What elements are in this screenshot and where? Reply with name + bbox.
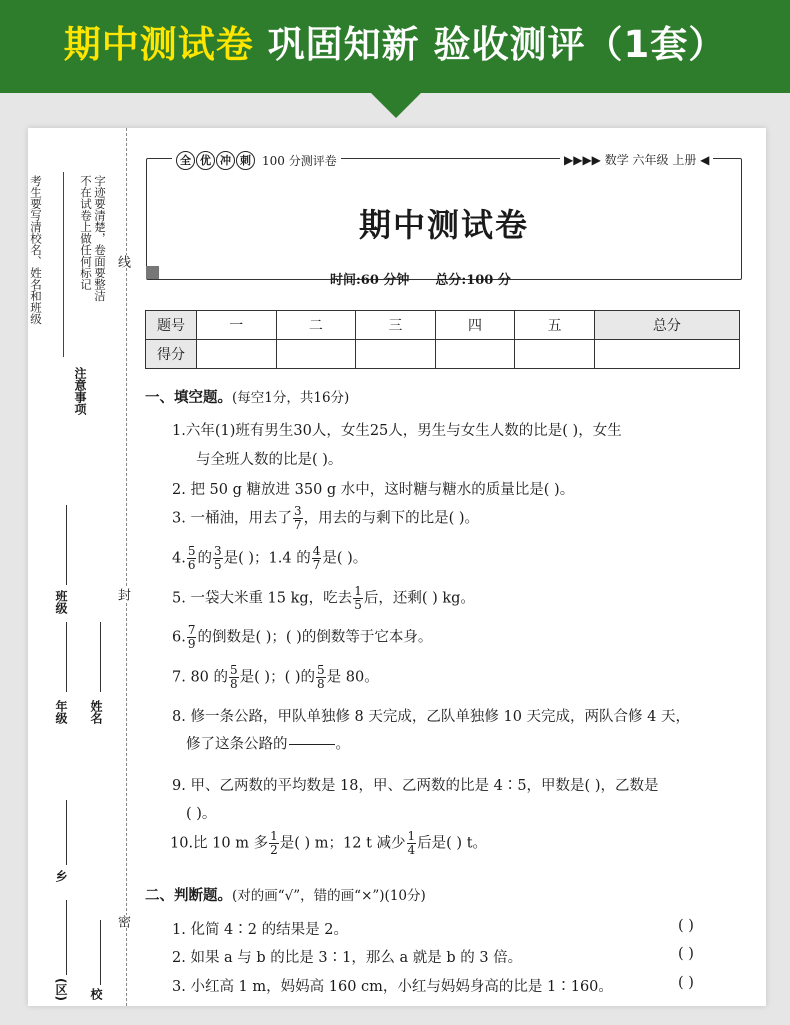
denominator: 4 [407,843,416,857]
judge-question-1: 1. 化简 4∶2 的结果是 2。 [172,922,348,938]
answer-paren[interactable]: ( ) [678,918,694,934]
banner-pointer [370,92,422,118]
question-3 [172,505,479,532]
q7-text-b: 是( )；( )的 [239,669,316,686]
exam-info [330,269,537,288]
name-field-line [100,622,101,692]
fraction-five-eighths [229,664,239,691]
brand-char: 优 [196,151,215,170]
numerator: 5 [187,544,196,558]
numerator: 3 [293,504,302,518]
q4-text-b: 的 [197,550,212,567]
brand-char: 全 [176,151,195,170]
total-score: 总分:100 分 [435,273,511,288]
question-1-line-1: 1.六年(1)班有男生30人，女生25人，男生与女生人数的比是( )，女生 [172,423,622,439]
column-4: 四 [435,311,515,340]
exam-title: 期中测试卷 [358,206,529,244]
school-label: 校 [89,988,103,1000]
numerator: 1 [270,829,278,843]
corner-square [146,266,159,279]
fraction-three-fifths [213,545,223,572]
denominator: 8 [230,677,238,691]
q10-text-c: 后是( ) t。 [417,835,488,852]
score-cell[interactable] [276,340,356,369]
q8-text-b: 。 [335,736,350,753]
fraction-seven-ninths [187,624,197,651]
numerator: 5 [230,663,238,677]
notice-divider [63,172,64,357]
answer-paren[interactable]: ( ) [678,975,694,991]
q10-text-a: 10.比 10 m 多 [170,835,269,852]
denominator: 5 [213,558,222,572]
notice-line-1: 考生要写清校名、姓名和班级 [29,175,43,325]
total-label: 总分 [594,311,739,340]
promo-banner [0,0,790,93]
question-4 [172,545,367,572]
score-cell[interactable] [515,340,595,369]
notice-line-2: 不在试卷上做任何标记 [79,175,93,290]
fraction-one-fifth [353,585,363,612]
question-number-label: 题号 [146,311,197,340]
grade-label: 年级 [54,700,68,724]
judge-question-2: 2. 如果 a 与 b 的比是 3∶1，那么 a 就是 b 的 3 倍。 [172,950,523,966]
fraction-three-sevenths [293,505,303,532]
numerator: 4 [312,544,321,558]
score-cell[interactable] [356,340,436,369]
denominator: 9 [187,637,196,651]
school-field-line [100,920,101,985]
notice-title: 注意事项 [73,367,87,415]
notice-line-3: 字迹要清楚，卷面要整洁 [93,175,107,302]
fraction-five-eighths [316,664,326,691]
q7-text-a: 7. 80 的 [172,669,229,686]
q5-text-a: 5. 一袋大米重 15 kg，吃去 [172,590,353,607]
question-8-line-1: 8. 修一条公路，甲队单独修 8 天完成，乙队单独修 10 天完成，两队合修 4 天， [172,709,690,725]
time-limit: 时间:60 分钟 [330,273,410,288]
banner-title [0,14,790,68]
cut-mark-xian: 线 [115,255,130,268]
section-1-note: (每空1分，共16分) [232,390,350,406]
q5-text-b: 后，还剩( ) kg。 [363,590,475,607]
column-3: 三 [356,311,436,340]
question-8-line-2 [186,731,350,758]
fraction-four-sevenths [312,545,322,572]
section-2-title: 二、判断题。 [145,888,232,904]
denominator: 7 [293,518,302,532]
class-field-line [66,505,67,585]
score-cell[interactable] [594,340,739,369]
numerator-blank[interactable] [289,731,335,745]
q8-text-a: 修了这条公路的 [186,736,288,753]
township-field-line [66,800,67,865]
denominator: 8 [317,677,325,691]
q10-text-b: 是( ) m；12 t 减少 [279,835,406,852]
question-10 [170,830,487,857]
fraction-blank[interactable] [289,731,335,758]
numerator: 5 [317,663,325,677]
denominator-blank[interactable] [289,745,335,758]
question-7 [172,664,379,691]
banner-rest: 巩固知新 验收测评（1套） [253,23,727,66]
q3-text-a: 3. 一桶油，用去了 [172,510,292,527]
question-5 [172,585,475,612]
brand-logo [172,151,341,170]
district-label: (区) [54,978,68,1001]
score-cell[interactable] [435,340,515,369]
numerator: 7 [187,623,196,637]
score-table [145,310,740,369]
banner-highlight: 期中测试卷 [63,23,254,66]
q6-text-b: 的倒数是( )；( )的倒数等于它本身。 [197,629,433,646]
subject-label: ▶▶▶▶ 数学 六年级 上册 ◀ [560,151,713,168]
q4-text-d: 是( )。 [322,550,368,567]
brand-char: 冲 [216,151,235,170]
score-cell[interactable] [197,340,277,369]
numerator: 3 [213,544,222,558]
fraction-five-sixths [187,545,197,572]
column-1: 一 [197,311,277,340]
numerator: 1 [354,584,362,598]
brand-subtitle: 100 分测评卷 [262,154,337,168]
township-label: 乡 [54,870,68,882]
question-1-line-2: 与全班人数的比是( )。 [196,452,343,468]
column-2: 二 [276,311,356,340]
district-field-line [66,900,67,975]
q7-text-c: 是 80。 [326,669,379,686]
section-1-title: 一、填空题。 [145,390,232,406]
question-6 [172,624,432,651]
denominator: 2 [270,843,278,857]
fraction-one-half [269,830,279,857]
q4-text-c: 是( )；1.4 的 [223,550,311,567]
table-row [146,340,740,369]
brand-char: 刺 [236,151,255,170]
section-2-heading [145,884,426,905]
score-label: 得分 [146,340,197,369]
numerator: 1 [407,829,416,843]
denominator: 6 [187,558,196,572]
cut-mark-feng: 封 [115,588,130,601]
question-9-line-2: ( )。 [186,806,217,822]
q4-text-a: 4. [172,550,186,567]
section-1-heading [145,386,349,407]
q6-text-a: 6. [172,629,186,646]
question-2: 2. 把 50 g 糖放进 350 g 水中，这时糖与糖水的质量比是( )。 [172,482,575,498]
question-9-line-1: 9. 甲、乙两数的平均数是 18，甲、乙两数的比是 4∶5，甲数是( )，乙数是 [172,778,659,794]
name-label: 姓名 [89,700,103,724]
denominator: 5 [354,598,362,612]
answer-paren[interactable]: ( ) [678,946,694,962]
section-2-note: (对的画“√”，错的画“×”)(10分) [232,888,426,904]
table-row [146,311,740,340]
grade-field-line [66,622,67,692]
fraction-one-fourth [407,830,417,857]
cut-mark-mi: 密 [115,915,130,928]
denominator: 7 [312,558,321,572]
q3-text-b: ，用去的与剩下的比是( )。 [303,510,480,527]
column-5: 五 [515,311,595,340]
class-label: 班级 [54,590,68,614]
judge-question-3: 3. 小红高 1 m，妈妈高 160 cm，小红与妈妈身高的比是 1∶160。 [172,979,613,995]
